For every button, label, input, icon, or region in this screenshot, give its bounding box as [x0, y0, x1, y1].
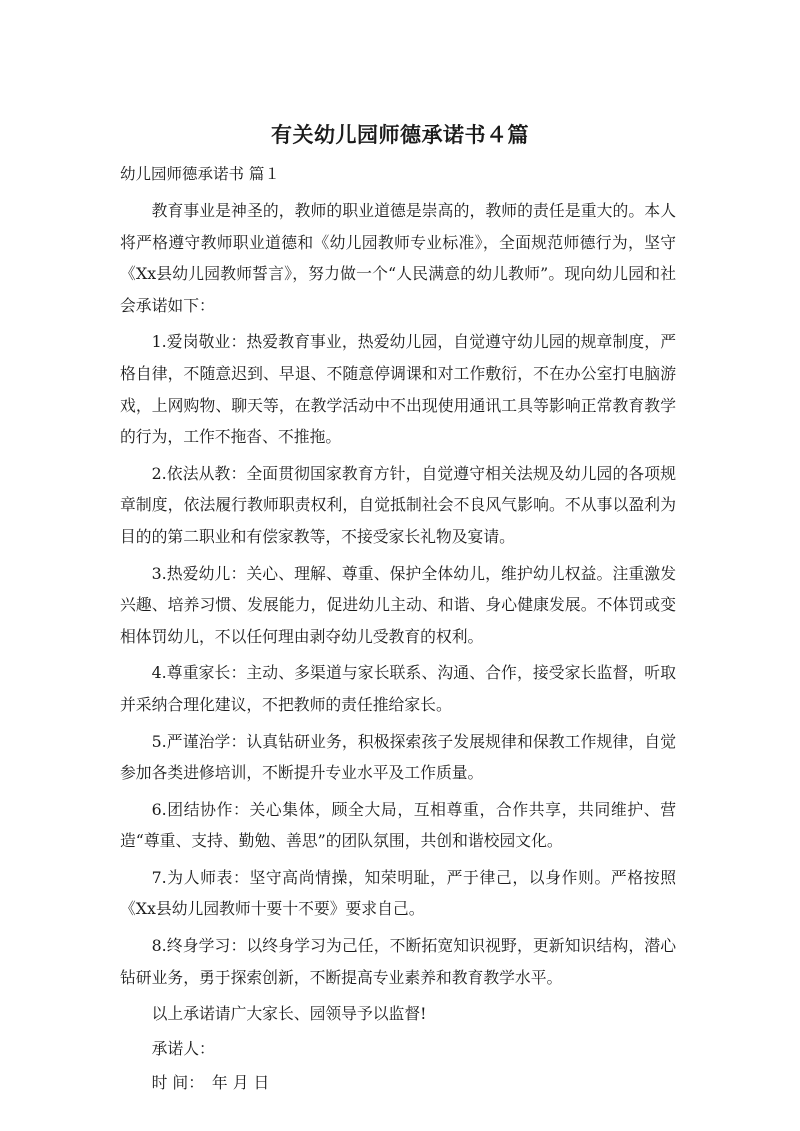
commitment-item-6: 6.团结协作：关心集体，顾全大局，互相尊重，合作共享，共同维护、营造“尊重、支持、勤勉、善思”的团队氛围，共创和谐校园文化。 [120, 799, 676, 851]
commitment-item-2: 2.依法从教：全面贯彻国家教育方针，自觉遵守相关法规及幼儿园的各项规章制度，依法履行教师职责权利，自觉抵制社会不良风气影响。不从事以盈利为目的的第二职业和有偿家教等，不接受家长礼物及宴请。 [120, 463, 676, 546]
date-line: 时 间： 年 月 日 [151, 1073, 270, 1093]
commitment-item-7: 7.为人师表：坚守高尚情操，知荣明耻，严于律己，以身作则。严格按照《Xx县幼儿园教师十要十不要》要求自己。 [120, 867, 676, 919]
section-heading: 幼儿园师德承诺书 篇１ [120, 165, 280, 183]
commitment-item-8: 8.终身学习：以终身学习为己任，不断拓宽知识视野，更新知识结构，潜心钻研业务，勇于探索创新，不断提高专业素养和教育教学水平。 [120, 936, 676, 987]
commitment-item-1: 1.爱岗敬业：热爱教育事业，热爱幼儿园，自觉遵守幼儿园的规章制度，严格自律，不随意迟到、早退、不随意停调课和对工作敷衍，不在办公室打电脑游戏，上网购物、聊天等，在教学活动中不出现使用通讯工具等影响正常教育教学的行为，工作不拖沓、不推拖。 [120, 332, 676, 447]
closing-statement: 以上承诺请广大家长、园领导予以监督! [151, 1004, 427, 1024]
commitment-item-4: 4.尊重家长：主动、多渠道与家长联系、沟通、合作，接受家长监督，听取并采纳合理化建议，不把教师的责任推给家长。 [120, 663, 676, 714]
document-body [120, 195, 676, 1102]
document-title: 有关幼儿园师德承诺书４篇 [271, 123, 529, 147]
intro-paragraph: 教育事业是神圣的，教师的职业道德是崇高的，教师的责任是重大的。本人将严格遵守教师职业道德和《幼儿园教师专业标准》，全面规范师德行为，坚守《Xx县幼儿园教师誓言》，努力做一个“人民满意的幼儿教师”。现向幼儿园和社会承诺如下： [120, 201, 676, 315]
commitment-item-3: 3.热爱幼儿：关心、理解、尊重、保护全体幼儿，维护幼儿权益。注重激发兴趣、培养习惯、发展能力，促进幼儿主动、和谐、身心健康发展。不体罚或变相体罚幼儿，不以任何理由剥夺幼儿受教育的权利。 [120, 563, 676, 646]
signature-label: 承诺人： [151, 1038, 215, 1058]
commitment-item-5: 5.严谨治学：认真钻研业务，积极探索孩子发展规律和保教工作规律，自觉参加各类进修培训，不断提升专业水平及工作质量。 [120, 731, 676, 783]
